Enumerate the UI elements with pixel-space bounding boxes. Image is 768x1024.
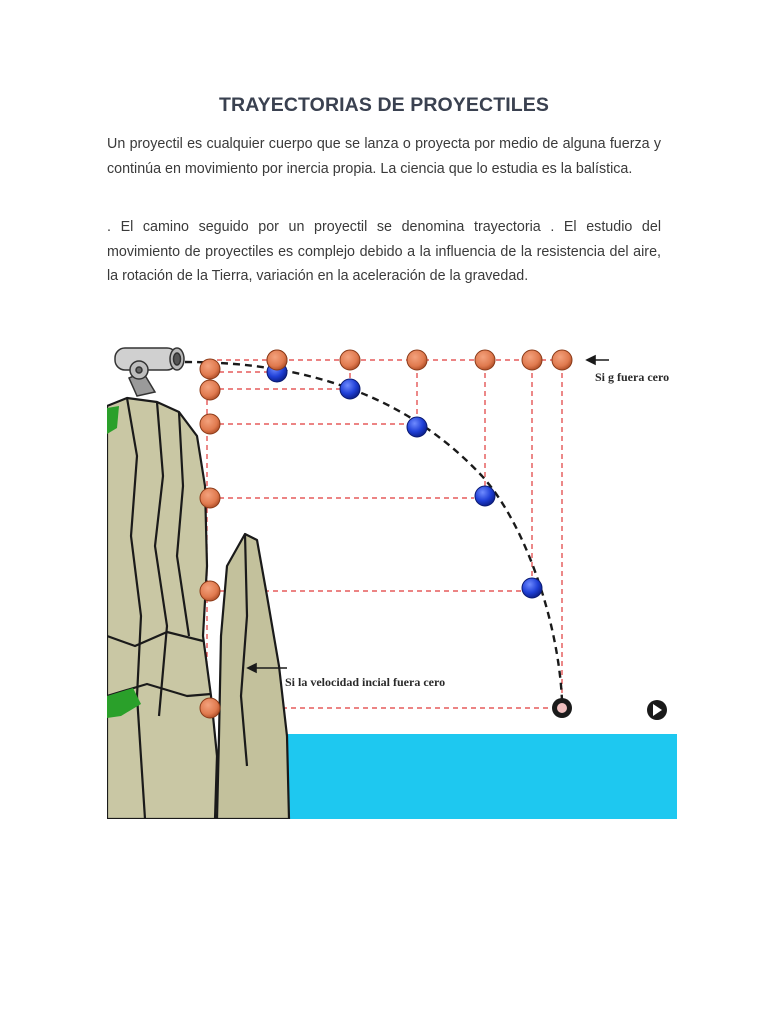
page-title: TRAYECTORIAS DE PROYECTILES xyxy=(219,94,549,116)
landing-ball xyxy=(552,698,572,718)
label-no-gravity: Si g fuera cero xyxy=(595,370,670,384)
label-no-velocity: Si la velocidad incial fuera cero xyxy=(285,675,446,689)
cannon-icon xyxy=(115,348,184,396)
arrow-no-gravity xyxy=(587,356,609,364)
cliff xyxy=(107,398,289,819)
projectile-trajectory-figure xyxy=(107,336,677,819)
reference-ball xyxy=(647,700,667,720)
intro-paragraph: Un proyectil es cualquier cuerpo que se lanza o proyecta por medio de alguna fuerza y continúa en movimiento por inercia propia. La ciencia que lo estudia es la balística. xyxy=(107,136,661,177)
overlap-ball xyxy=(267,350,287,370)
trajectory-balls xyxy=(267,362,542,598)
no-gravity-balls xyxy=(267,350,572,370)
trajectory-paragraph: . El camino seguido por un proyectil se denomina trayectoria . El estudio del movimiento de proyectiles es complejo debido a la influencia de la resistencia del aire, la rotación de la Tierra, variación en la aceleración de la gravedad. xyxy=(107,219,661,284)
water xyxy=(247,734,677,819)
